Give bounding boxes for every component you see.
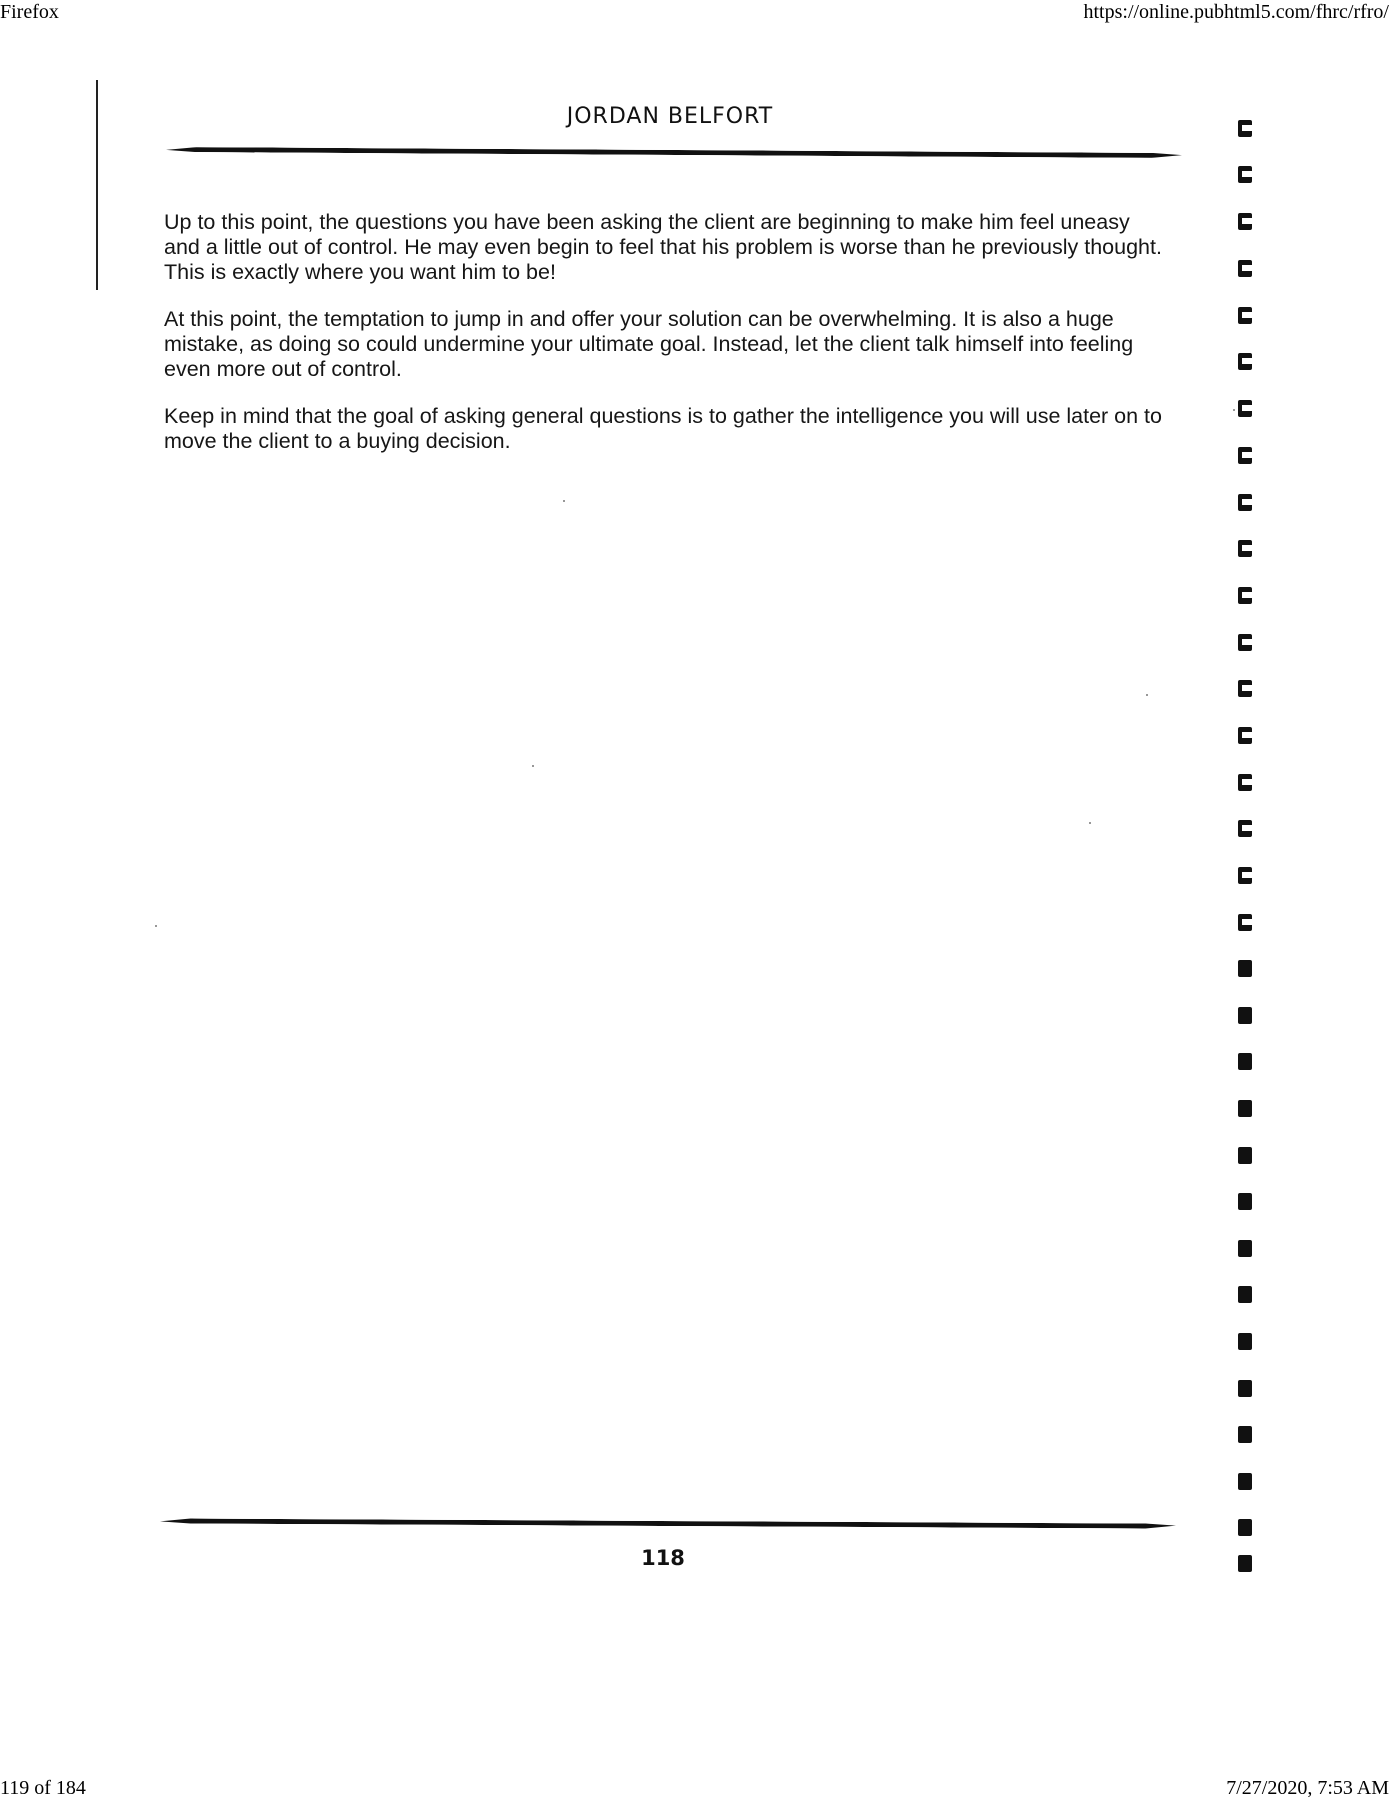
binding-hole	[1238, 587, 1252, 604]
binding-hole	[1238, 680, 1252, 697]
binding-hole	[1238, 120, 1252, 137]
binding-hole	[1238, 774, 1252, 791]
scan-speck	[563, 500, 565, 502]
page-url: https://online.pubhtml5.com/fhrc/rfro/	[1083, 1, 1389, 23]
binding-hole	[1238, 260, 1252, 277]
spiral-binding	[1232, 110, 1260, 1580]
binding-hole	[1238, 494, 1252, 511]
binding-hole	[1238, 447, 1252, 464]
paragraph-1: Up to this point, the questions you have been asking the client are beginning to make him feel uneasy and a little out of control. He may even begin to feel that his problem is worse than he previously thought. This is exactly where you want him to be!	[164, 210, 1162, 284]
binding-hole	[1238, 727, 1252, 744]
page-counter: 119 of 184	[0, 1777, 86, 1799]
binding-hole	[1238, 634, 1252, 651]
binding-hole	[1238, 867, 1252, 884]
binding-hole	[1238, 166, 1252, 183]
binding-hole	[1238, 1555, 1252, 1572]
binding-hole	[1238, 1333, 1252, 1350]
binding-hole	[1238, 820, 1252, 837]
paragraph-3: Keep in mind that the goal of asking general questions is to gather the intelligence you will use later on to move the client to a buying decision.	[164, 404, 1162, 453]
binding-hole	[1238, 1100, 1252, 1117]
binding-hole	[1238, 353, 1252, 370]
binding-hole	[1238, 307, 1252, 324]
binding-hole	[1238, 1473, 1252, 1490]
binding-hole	[1238, 914, 1252, 931]
body-text	[164, 210, 1169, 476]
running-title: JORDAN BELFORT	[566, 104, 774, 129]
binding-hole	[1238, 400, 1252, 417]
binding-hole	[1238, 1193, 1252, 1210]
scan-speck	[532, 765, 534, 767]
scan-speck	[1146, 694, 1148, 696]
scan-speck	[1233, 409, 1235, 411]
binding-hole	[1238, 1380, 1252, 1397]
scan-speck	[1089, 822, 1091, 824]
browser-name: Firefox	[0, 1, 59, 23]
binding-hole	[1238, 1519, 1252, 1536]
binding-hole	[1238, 1286, 1252, 1303]
binding-hole	[1238, 1053, 1252, 1070]
bottom-rule	[160, 1518, 1176, 1528]
scan-speck	[155, 925, 157, 927]
top-rule	[166, 147, 1182, 158]
binding-hole	[1238, 960, 1252, 977]
binding-hole	[1238, 1240, 1252, 1257]
binding-hole	[1238, 1426, 1252, 1443]
binding-hole	[1238, 1007, 1252, 1024]
page-number: 118	[641, 1546, 685, 1570]
binding-hole	[1238, 540, 1252, 557]
binding-hole	[1238, 213, 1252, 230]
print-timestamp: 7/27/2020, 7:53 AM	[1226, 1777, 1389, 1799]
binding-hole	[1238, 1147, 1252, 1164]
paragraph-2: At this point, the temptation to jump in and offer your solution can be overwhelming. It is also a huge mistake, as doing so could undermine your ultimate goal. Instead, let the client talk himself into feeling even more out of control.	[164, 307, 1134, 381]
